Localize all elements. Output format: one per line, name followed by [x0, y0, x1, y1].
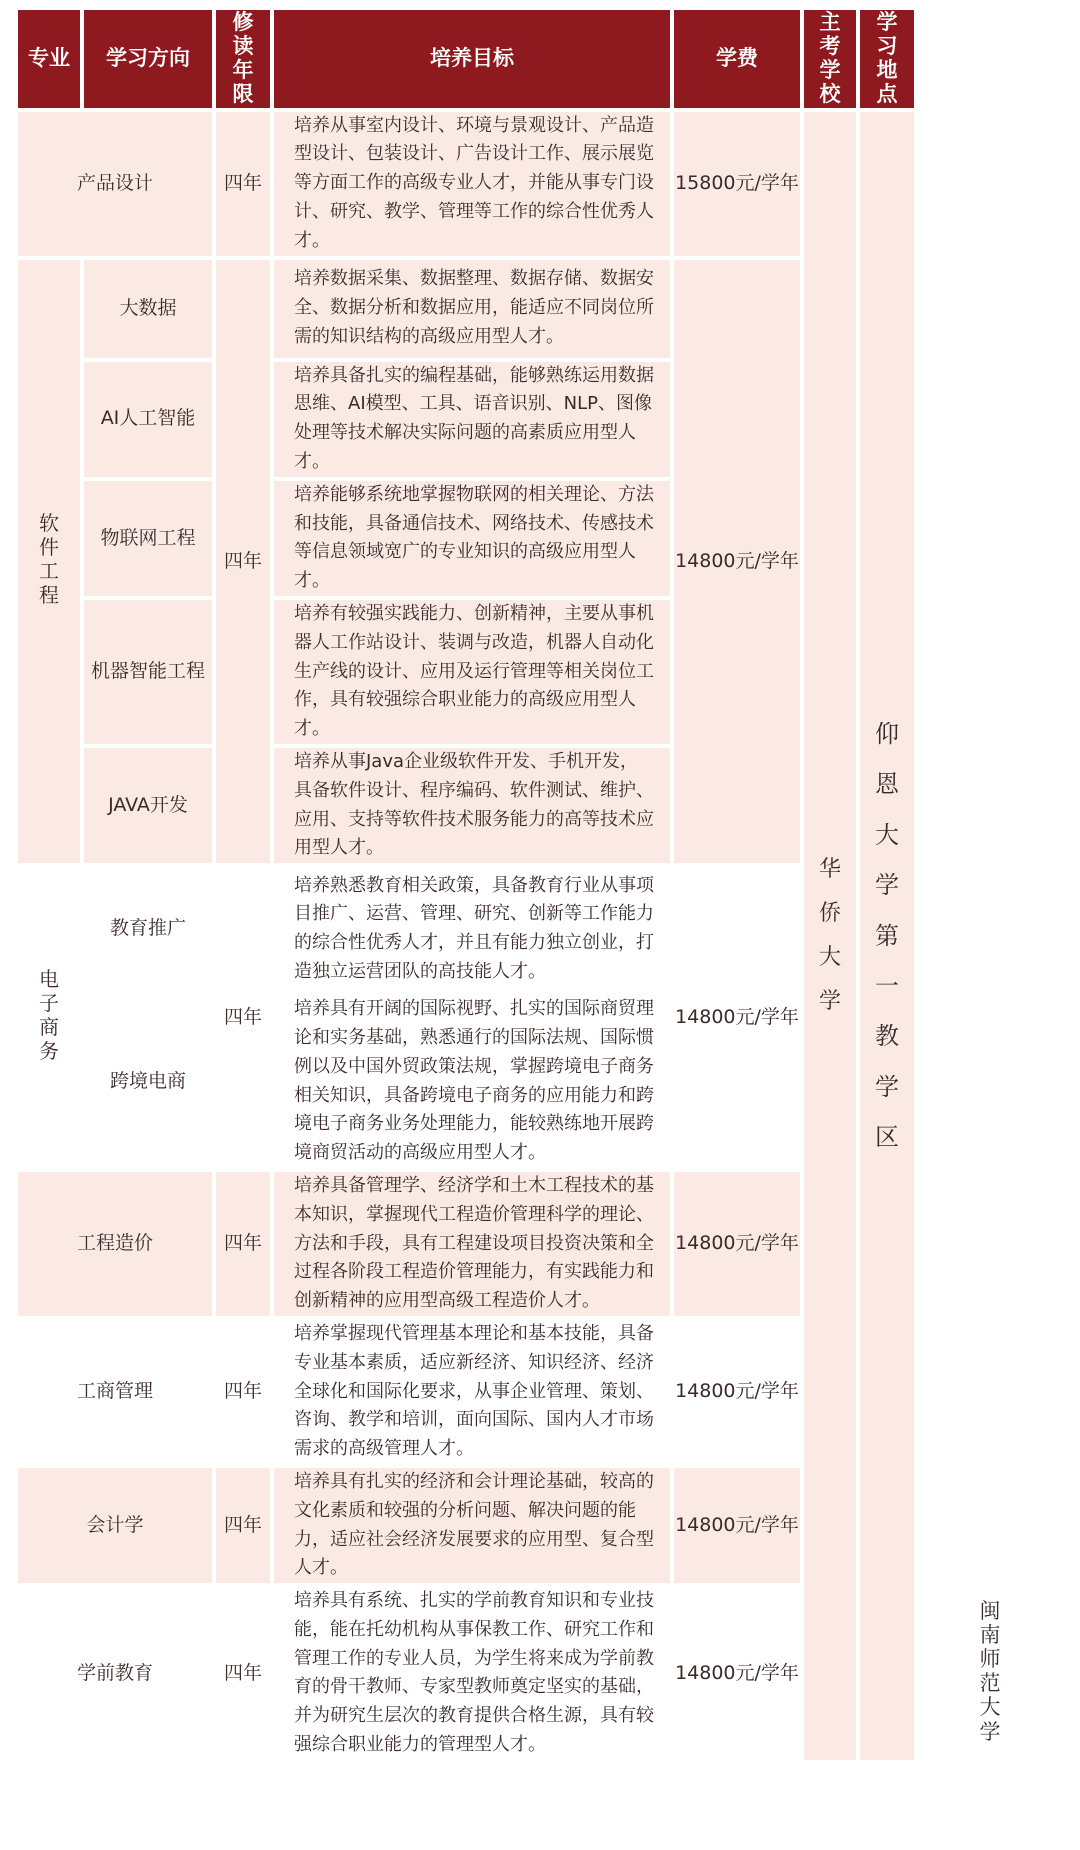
goal-cell: 培养具备扎实的编程基础，能够熟练运用数据思维、AI模型、工具、语音识别、NLP、图像处理等技术解决实际问题的高素质应用型人才。 — [274, 362, 670, 477]
header-location: 学习地点 — [860, 10, 914, 108]
fee-cell: 14800元/学年 — [674, 1320, 800, 1464]
goal-cell: 培养从事Java企业级软件开发、手机开发，具备软件设计、程序编码、软件测试、维护、应用、支持等软件技术服务能力的高等技术应用型人才。 — [274, 748, 670, 863]
goal-cell: 培养具有开阔的国际视野、扎实的国际商贸理论和实务基础，熟悉通行的国际法规、国际惯例以及中国外贸政策法规，掌握跨境电子商务相关知识，具备跨境电子商务的应用能力和跨境电子商务业务处理能力，能较熟练地开展跨境商贸活动的高级应用型人才。 — [274, 995, 670, 1168]
fee-cell: 15800元/学年 — [674, 112, 800, 256]
table-row — [18, 112, 1062, 256]
major-cell: 软件工程 — [18, 260, 80, 864]
direction-cell: 物联网工程 — [84, 481, 212, 596]
duration-cell: 四年 — [216, 112, 270, 256]
header-row — [18, 10, 1062, 108]
direction-cell: AI人工智能 — [84, 362, 212, 477]
duration-cell: 四年 — [216, 1320, 270, 1464]
goal-cell: 培养熟悉教育相关政策，具备教育行业从事项目推广、运营、管理、研究、创新等工作能力的综合性优秀人才，并且有能力独立创业，打造独立运营团队的高技能人才。 — [274, 867, 670, 991]
header-major: 专业 — [18, 10, 80, 108]
goal-cell: 培养从事室内设计、环境与景观设计、产品造型设计、包装设计、广告设计工作、展示展览等方面工作的高级专业人才，并能从事专门设计、研究、教学、管理等工作的综合性优秀人才。 — [274, 112, 670, 256]
program-table — [14, 6, 1066, 1764]
fee-cell: 14800元/学年 — [674, 1172, 800, 1316]
goal-cell: 培养具备管理学、经济学和土木工程技术的基本知识，掌握现代工程造价管理科学的理论、方法和手段，具有工程建设项目投资决策和全过程各阶段工程造价管理能力，有实践能力和创新精神的应用型高级工程造价人才。 — [274, 1172, 670, 1316]
header-direction: 学习方向 — [84, 10, 212, 108]
major-cell: 工商管理 — [18, 1320, 212, 1464]
school-cell-minnan: 闽南师范大学 — [918, 1587, 1062, 1760]
major-cell: 产品设计 — [18, 112, 212, 256]
direction-cell: 机器智能工程 — [84, 600, 212, 744]
fee-cell: 14800元/学年 — [674, 1587, 800, 1760]
fee-cell: 14800元/学年 — [674, 1468, 800, 1583]
fee-cell: 14800元/学年 — [674, 867, 800, 1168]
duration-cell: 四年 — [216, 1172, 270, 1316]
header-school: 主考学校 — [804, 10, 856, 108]
major-cell: 会计学 — [18, 1468, 212, 1583]
duration-cell: 四年 — [216, 1587, 270, 1760]
fee-cell: 14800元/学年 — [674, 260, 800, 864]
header-fee: 学费 — [674, 10, 800, 108]
header-duration: 修读年限 — [216, 10, 270, 108]
goal-cell: 培养有较强实践能力、创新精神，主要从事机器人工作站设计、装调与改造，机器人自动化生产线的设计、应用及运行管理等相关岗位工作，具有较强综合职业能力的高级应用型人才。 — [274, 600, 670, 744]
direction-cell: 跨境电商 — [84, 995, 212, 1168]
major-cell: 工程造价 — [18, 1172, 212, 1316]
major-cell: 学前教育 — [18, 1587, 212, 1760]
direction-cell: JAVA开发 — [84, 748, 212, 863]
goal-cell: 培养能够系统地掌握物联网的相关理论、方法和技能，具备通信技术、网络技术、传感技术等信息领域宽广的专业知识的高级应用型人才。 — [274, 481, 670, 596]
goal-cell: 培养具有扎实的经济和会计理论基础，较高的文化素质和较强的分析问题、解决问题的能力，适应社会经济发展要求的应用型、复合型人才。 — [274, 1468, 670, 1583]
duration-cell: 四年 — [216, 1468, 270, 1583]
location-cell: 仰恩大学第一教学区 — [860, 112, 914, 1760]
goal-cell: 培养具有系统、扎实的学前教育知识和专业技能，能在托幼机构从事保教工作、研究工作和管理工作的专业人员，为学生将来成为学前教育的骨干教师、专家型教师奠定坚实的基础，并为研究生层次的教育提供合格生源，具有较强综合职业能力的管理型人才。 — [274, 1587, 670, 1760]
school-cell-huaqiao: 华侨大学 — [804, 112, 856, 1760]
header-goal: 培养目标 — [274, 10, 670, 108]
direction-cell: 教育推广 — [84, 867, 212, 991]
duration-cell: 四年 — [216, 867, 270, 1168]
goal-cell: 培养掌握现代管理基本理论和基本技能，具备专业基本素质，适应新经济、知识经济、经济全球化和国际化要求，从事企业管理、策划、咨询、教学和培训，面向国际、国内人才市场需求的高级管理人才。 — [274, 1320, 670, 1464]
goal-cell: 培养数据采集、数据整理、数据存储、数据安全、数据分析和数据应用，能适应不同岗位所需的知识结构的高级应用型人才。 — [274, 260, 670, 358]
major-cell: 电子商务 — [18, 867, 80, 1168]
direction-cell: 大数据 — [84, 260, 212, 358]
duration-cell: 四年 — [216, 260, 270, 864]
